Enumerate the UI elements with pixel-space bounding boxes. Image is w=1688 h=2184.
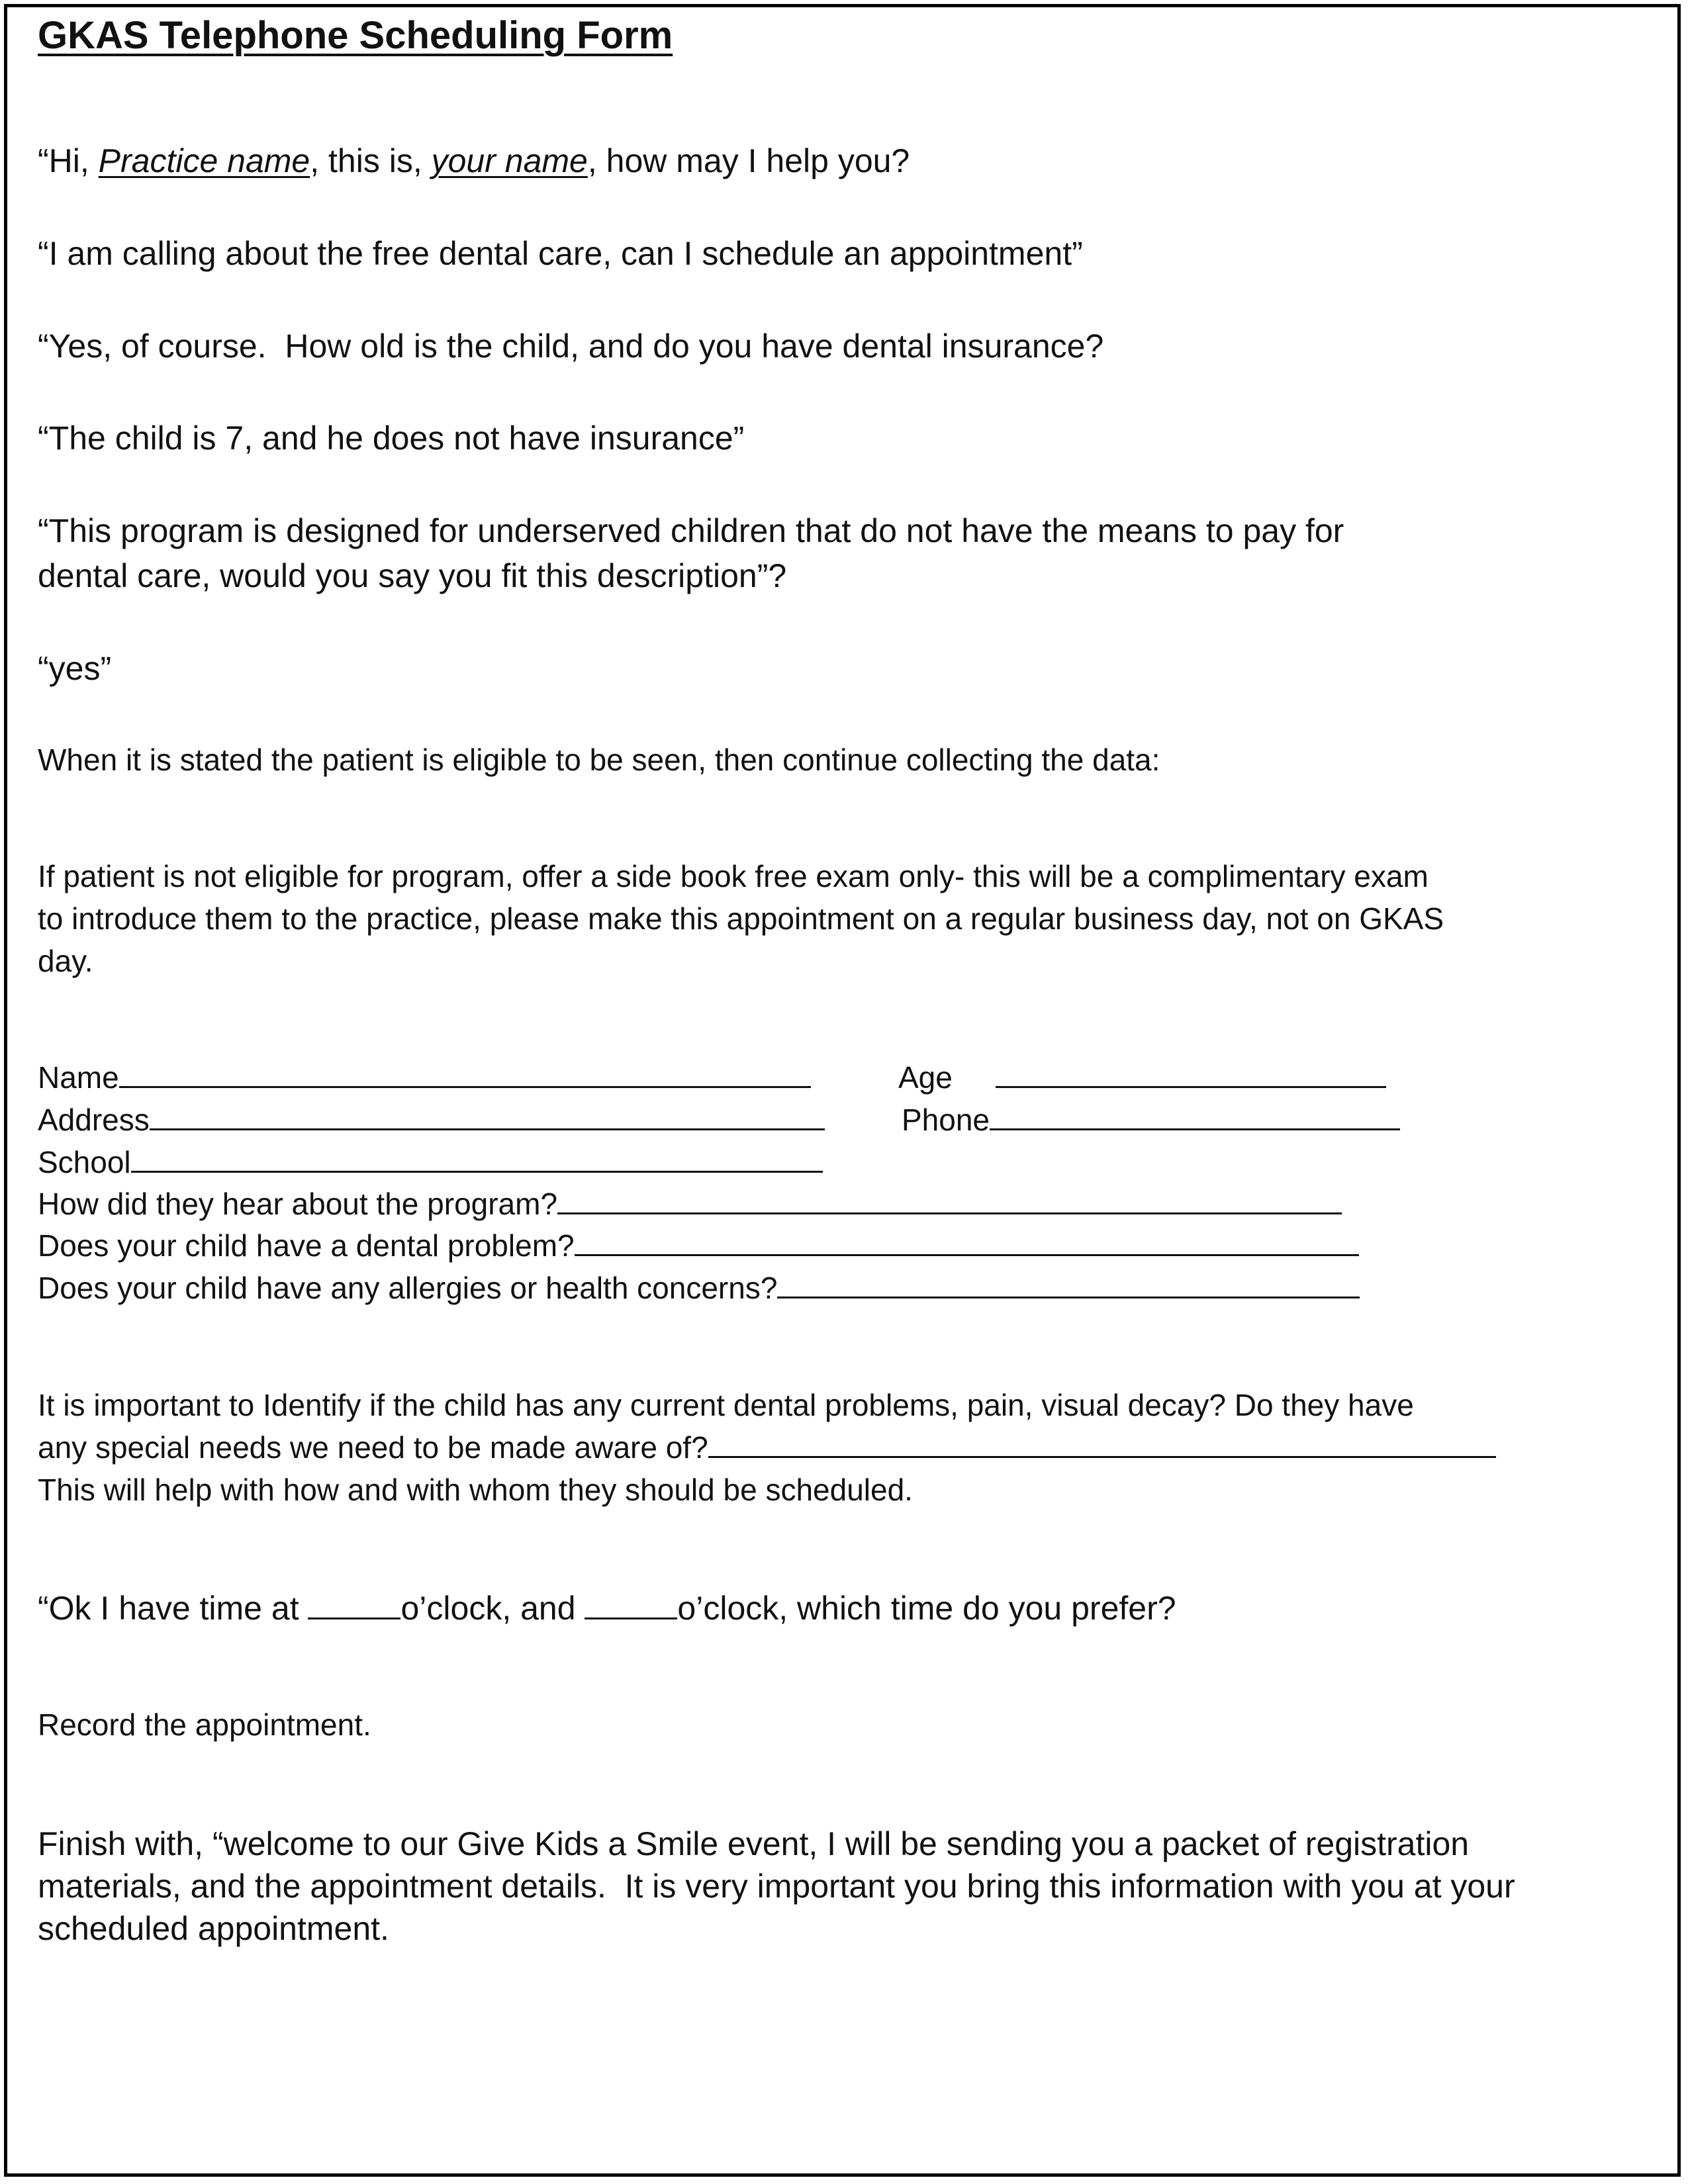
name-line[interactable] xyxy=(119,1061,811,1088)
age-question: “Yes, of course. How old is the child, and do you have dental insurance? xyxy=(38,328,1104,365)
greeting-prefix: “Hi, xyxy=(38,142,99,179)
address-field[interactable] xyxy=(38,1099,825,1141)
phone-line[interactable] xyxy=(990,1103,1400,1130)
address-line[interactable] xyxy=(150,1103,825,1130)
record-note: Record the appointment. xyxy=(38,1707,371,1742)
allergies-line[interactable] xyxy=(777,1271,1360,1298)
name-label: Name xyxy=(38,1060,119,1095)
time-prefix: “Ok I have time at xyxy=(38,1590,308,1627)
problem-label: Does your child have a dental problem? xyxy=(38,1228,575,1263)
phone-field[interactable] xyxy=(902,1099,1400,1141)
age-field[interactable] xyxy=(898,1056,1386,1099)
problem-line[interactable] xyxy=(575,1229,1359,1256)
school-field[interactable] xyxy=(38,1141,823,1183)
hear-field[interactable] xyxy=(38,1183,1342,1225)
important-line-1: It is important to Identify if the child has any current dental problems, pain, visual decay? Do they have xyxy=(38,1388,1414,1422)
greeting-line xyxy=(38,138,910,183)
time-slot-2[interactable] xyxy=(585,1592,677,1619)
greeting-suffix: , how may I help you? xyxy=(587,142,910,179)
hear-label: How did they hear about the program? xyxy=(38,1187,558,1221)
age-label: Age xyxy=(898,1060,953,1095)
name-field[interactable] xyxy=(38,1056,811,1099)
time-slot-1[interactable] xyxy=(308,1592,400,1619)
phone-label: Phone xyxy=(902,1103,990,1137)
time-line xyxy=(38,1586,1176,1631)
your-name-placeholder: your name xyxy=(431,142,588,179)
special-needs-field[interactable] xyxy=(38,1426,1496,1469)
allergies-label: Does your child have any allergies or health concerns? xyxy=(38,1271,778,1305)
address-label: Address xyxy=(38,1103,150,1137)
finish-line-1: Finish with, “welcome to our Give Kids a Smile event, I will be sending you a packet of registration xyxy=(38,1825,1470,1862)
ineligible-note-line-1: If patient is not eligible for program, offer a side book free exam only- this will be a complimentary exam xyxy=(38,859,1429,893)
program-line-1: “This program is designed for underserved children that do not have the means to pay for xyxy=(38,512,1344,549)
ineligible-note-line-2: to introduce them to the practice, please make this appointment on a regular business day, not on GKAS xyxy=(38,901,1444,936)
time-middle: o’clock, and xyxy=(400,1590,585,1627)
eligible-note: When it is stated the patient is eligible to be seen, then continue collecting the data: xyxy=(38,743,1160,777)
important-line-3: This will help with how and with whom they should be scheduled. xyxy=(38,1473,913,1507)
finish-line-3: scheduled appointment. xyxy=(38,1910,389,1947)
special-needs-label: any special needs we need to be made aware of? xyxy=(38,1430,708,1465)
problem-field[interactable] xyxy=(38,1224,1359,1267)
practice-name-placeholder: Practice name xyxy=(98,142,310,179)
special-needs-line[interactable] xyxy=(708,1431,1496,1458)
caller-answer: “The child is 7, and he does not have insurance” xyxy=(38,420,745,457)
age-line[interactable] xyxy=(996,1061,1386,1088)
form-title: GKAS Telephone Scheduling Form xyxy=(38,14,673,57)
finish-line-2: materials, and the appointment details. It is very important you bring this information with you at your xyxy=(38,1868,1515,1905)
greeting-middle: , this is, xyxy=(310,142,432,179)
school-label: School xyxy=(38,1145,131,1179)
program-line-2: dental care, would you say you fit this description”? xyxy=(38,557,787,594)
caller-request: “I am calling about the free dental care, can I schedule an appointment” xyxy=(38,235,1083,272)
time-suffix: o’clock, which time do you prefer? xyxy=(677,1590,1176,1627)
allergies-field[interactable] xyxy=(38,1267,1360,1309)
ineligible-note-line-3: day. xyxy=(38,944,93,978)
hear-line[interactable] xyxy=(557,1187,1342,1214)
yes-answer: “yes” xyxy=(38,650,112,687)
school-line[interactable] xyxy=(131,1146,823,1173)
